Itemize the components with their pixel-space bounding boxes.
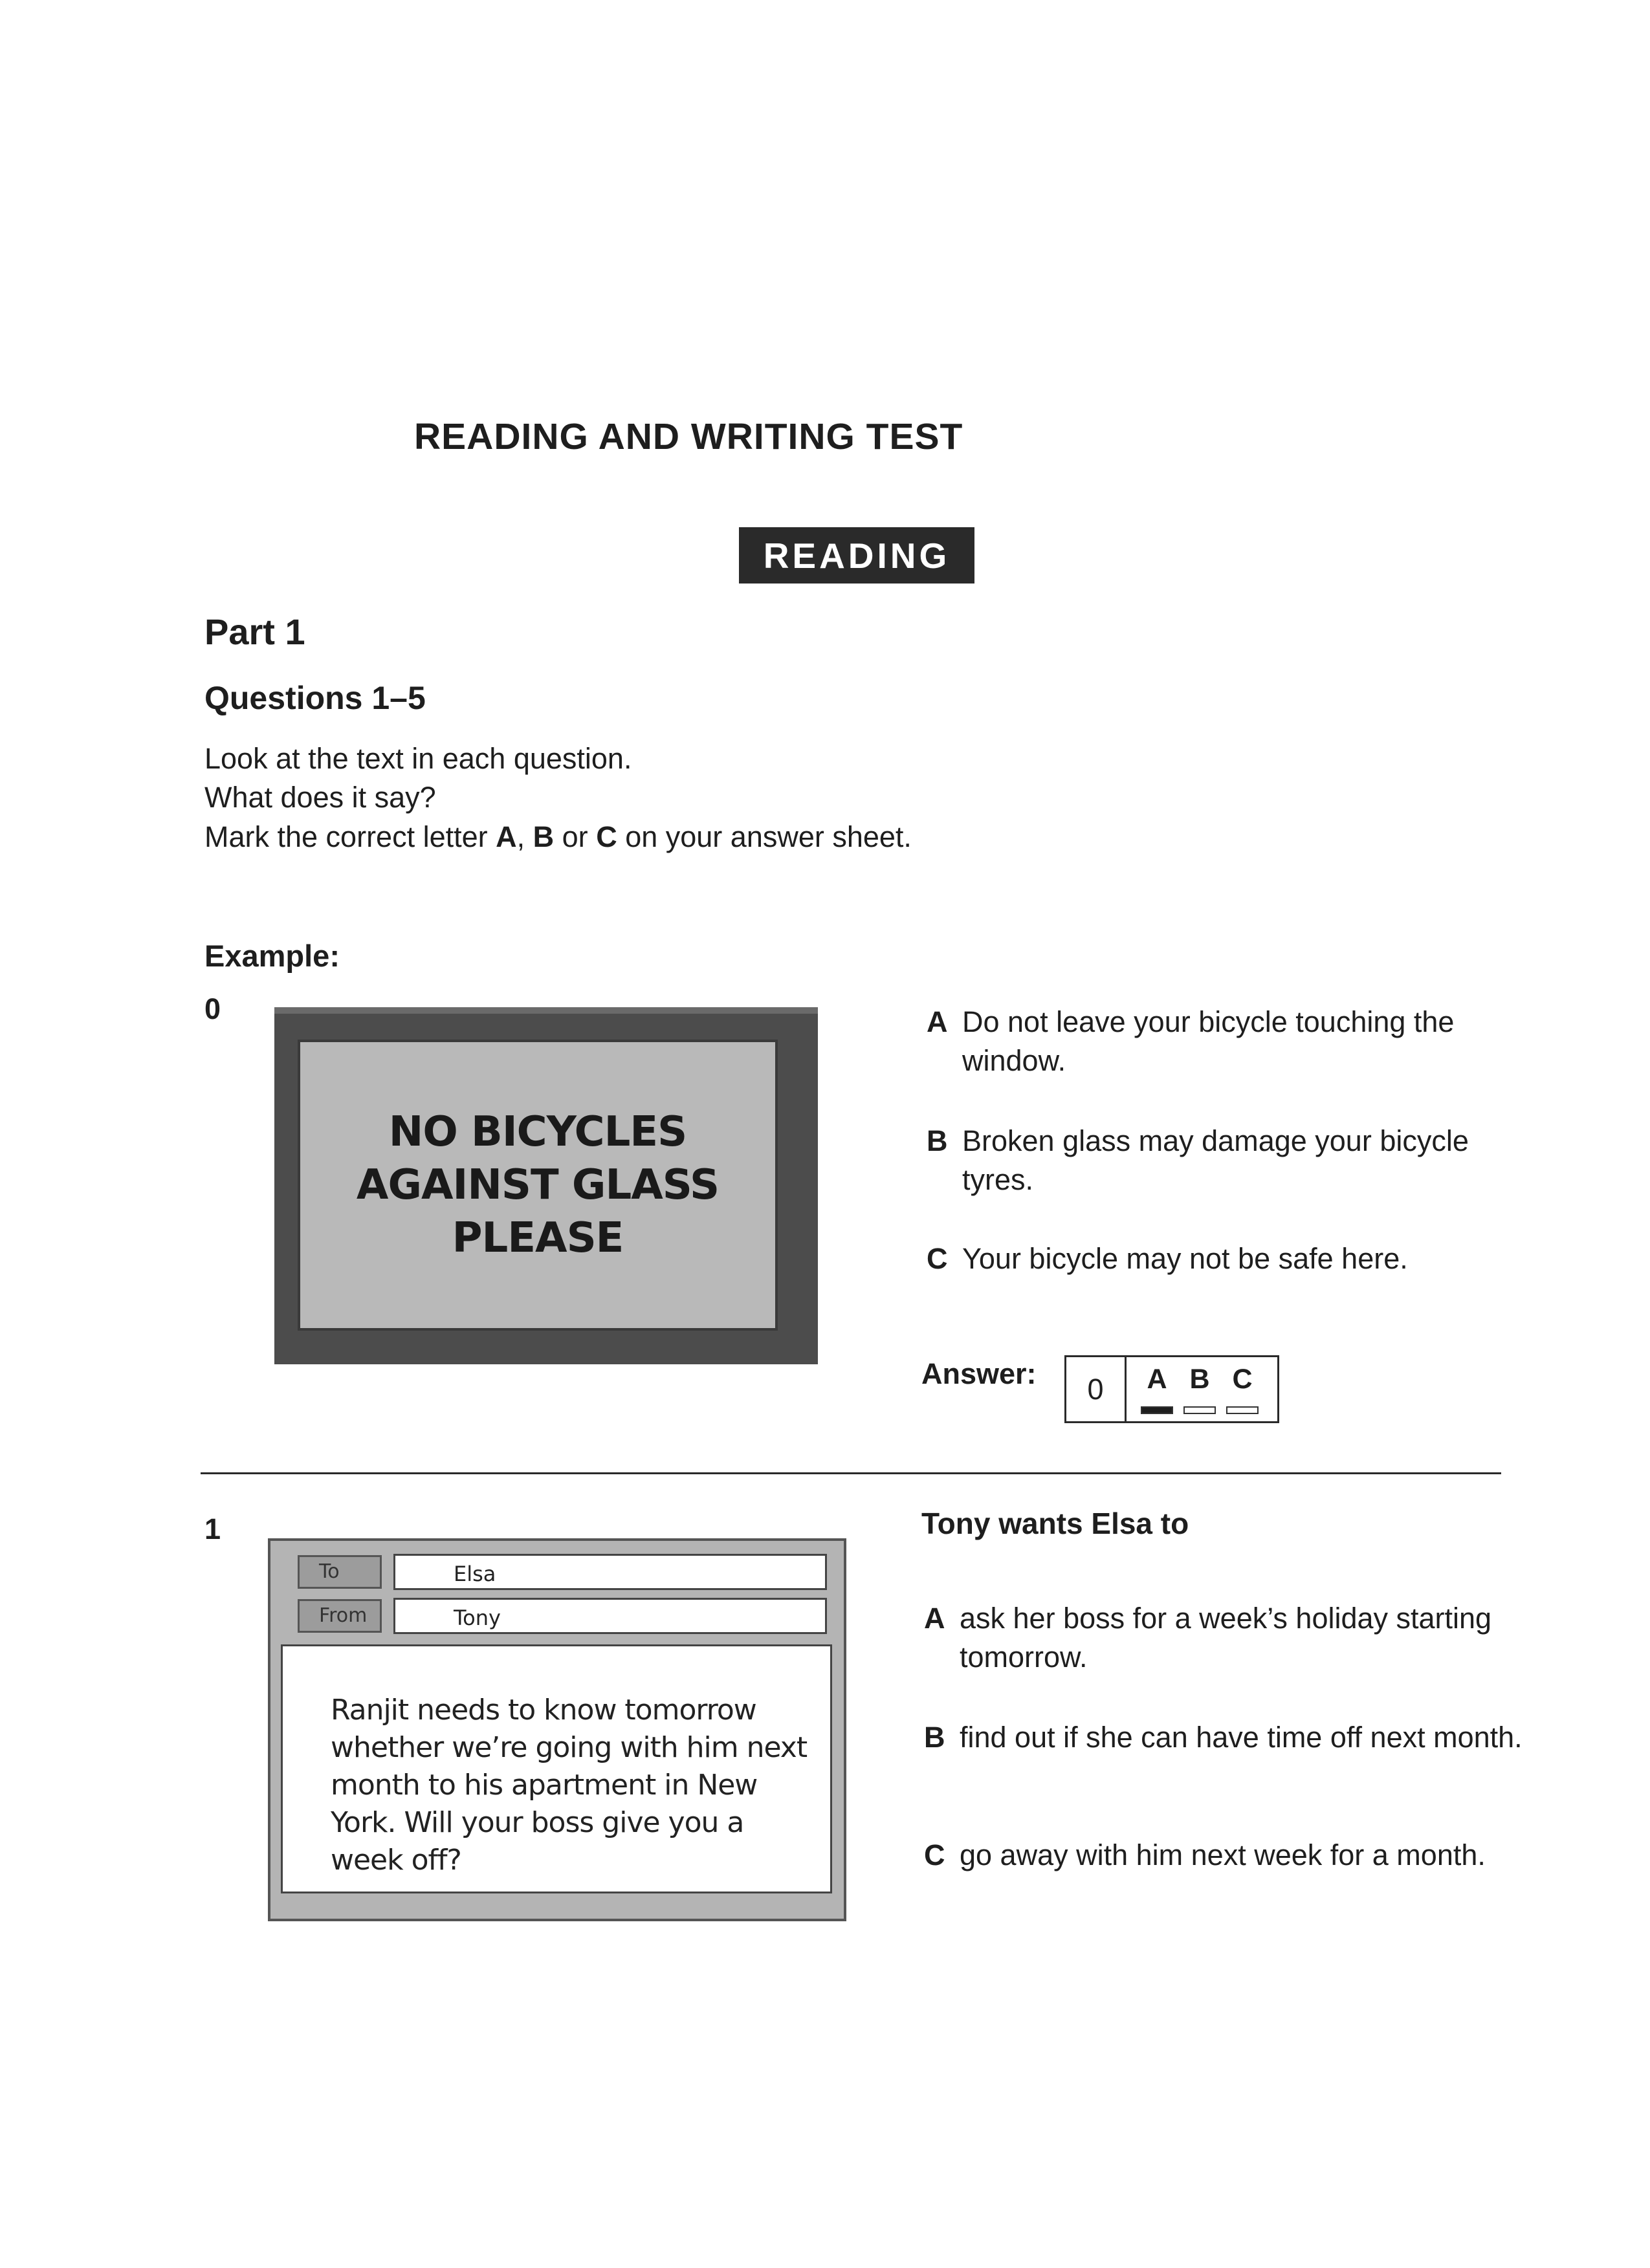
instruction-or: or [554, 820, 597, 853]
answer-mark-c [1226, 1406, 1259, 1414]
example-number: 0 [204, 992, 221, 1025]
example-label: Example: [204, 939, 340, 973]
section-divider [201, 1472, 1501, 1474]
part-title: Part 1 [204, 611, 305, 652]
sign-line-3: PLEASE [452, 1214, 624, 1262]
section-badge: READING [739, 527, 974, 583]
sign-line-1: NO BICYCLES [388, 1108, 687, 1156]
instruction-text: Mark the correct letter [204, 820, 496, 853]
questions-range: Questions 1–5 [204, 680, 426, 716]
option-letter: A [927, 1005, 948, 1038]
example-option-a [927, 1003, 1541, 1087]
question1-option-c [924, 1836, 1539, 1920]
option-text: go away with him next week for a month. [960, 1838, 1486, 1871]
answer-letter-a: A [1147, 1364, 1167, 1395]
instruction-text-end: on your answer sheet. [617, 820, 912, 853]
option-letter: C [924, 1838, 945, 1871]
email-from-field: Tony [393, 1598, 827, 1634]
email-body [281, 1644, 832, 1893]
answer-letter-b: B [1189, 1364, 1210, 1395]
email-window [268, 1538, 846, 1921]
instruction-separator: , [516, 820, 533, 853]
email-to-field: Elsa [393, 1554, 827, 1590]
sign-plate [298, 1040, 778, 1331]
answer-number: 0 [1066, 1357, 1127, 1421]
answer-label: Answer: [921, 1357, 1037, 1390]
example-option-b [927, 1122, 1541, 1206]
option-letter: A [924, 1602, 945, 1635]
answer-mark-b [1183, 1406, 1216, 1414]
sign-photo [274, 1007, 818, 1364]
instruction-line-1: Look at the text in each question. [204, 742, 632, 775]
option-text: ask her boss for a week’s holiday starting tomorrow. [960, 1602, 1492, 1674]
instruction-line-2: What does it say? [204, 781, 436, 814]
option-text: Do not leave your bicycle touching the window. [962, 1005, 1455, 1077]
instruction-letter-a: A [496, 820, 517, 853]
test-title: READING AND WRITING TEST [414, 416, 963, 457]
answer-letter-c: C [1232, 1364, 1253, 1395]
option-text: Your bicycle may not be safe here. [962, 1242, 1408, 1275]
sign-line-2: AGAINST GLASS [356, 1161, 720, 1209]
option-text: Broken glass may damage your bicycle tyres. [962, 1124, 1469, 1196]
example-option-c [927, 1239, 1541, 1285]
option-letter: C [927, 1242, 948, 1275]
question1-option-a [924, 1599, 1539, 1683]
question-stem: Tony wants Elsa to [921, 1507, 1189, 1540]
option-letter: B [924, 1721, 945, 1754]
instruction-letter-b: B [533, 820, 555, 853]
question1-option-b [924, 1718, 1539, 1802]
email-to-label: To [298, 1555, 382, 1589]
option-letter: B [927, 1124, 948, 1157]
email-message: Ranjit needs to know tomorrow whether we’re going with him next month to his apartment in New York. Will your boss give you a week off? [331, 1694, 808, 1877]
instruction-letter-c: C [596, 820, 617, 853]
option-text: find out if she can have time off next month. [960, 1721, 1523, 1754]
answer-mark-a [1141, 1406, 1173, 1414]
instruction-line-3 [204, 820, 912, 854]
email-from-label: From [298, 1599, 382, 1633]
answer-box [1064, 1355, 1279, 1423]
question-number: 1 [204, 1512, 221, 1545]
